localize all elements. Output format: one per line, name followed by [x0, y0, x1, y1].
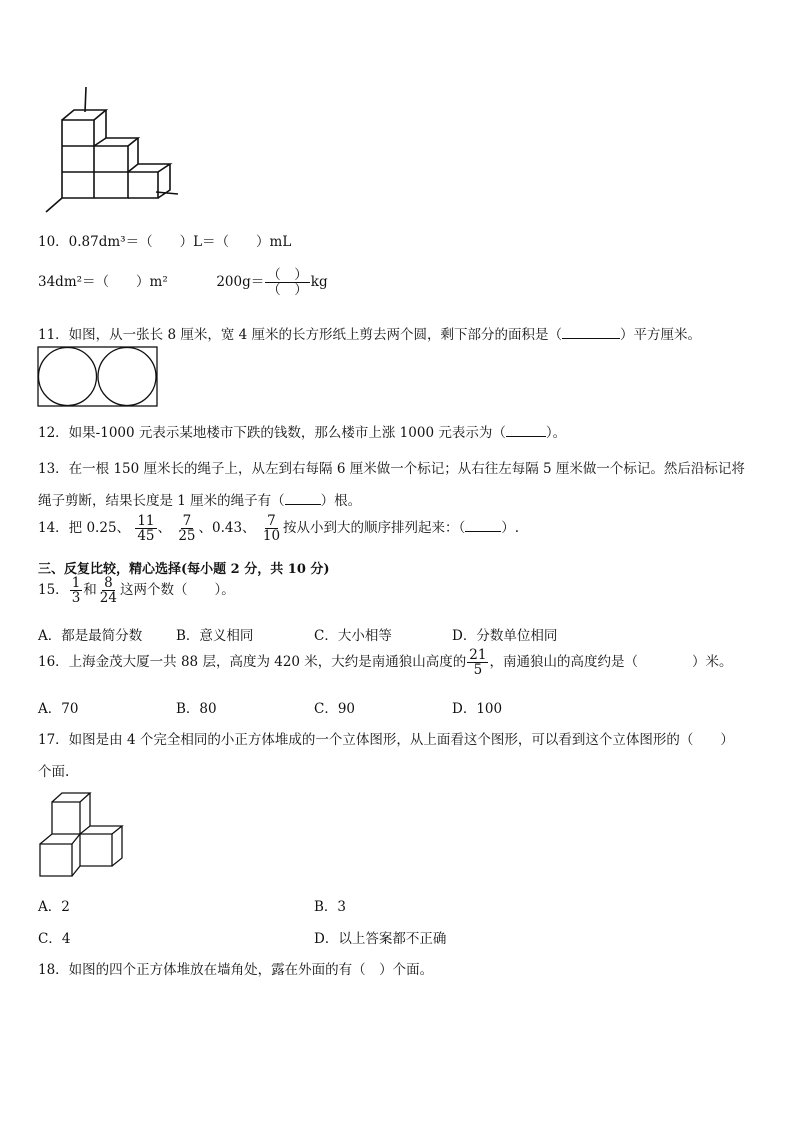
q14-prefix: 14．把 0.25、 — [38, 520, 131, 537]
q16-fraction — [467, 648, 488, 677]
q14-fraction-3 — [261, 514, 282, 543]
q14-f2-den: 25 — [178, 528, 196, 545]
q14-fraction-2 — [176, 514, 197, 543]
q15-option-c[interactable]: C．大小相等 — [314, 628, 392, 644]
q15-f1-den: 3 — [71, 590, 81, 607]
q15-f2-num: 8 — [104, 575, 113, 591]
q14-answer-blank[interactable] — [465, 519, 501, 532]
four-cubes-figure — [38, 792, 128, 878]
q17-line1: 17．如图是由 4 个完全相同的小正方体堆成的一个立体图形，从上面看这个图形，可以看到这个立体图形的（ ） — [38, 732, 734, 748]
q17-option-c[interactable]: C．4 — [38, 931, 71, 947]
q14-text — [38, 514, 519, 543]
q15-suffix: 这两个数（ ）。 — [119, 582, 235, 599]
q13-line2-after: ）根。 — [320, 493, 362, 509]
q12-text-after: ）。 — [545, 425, 567, 441]
q11-text-after: ）平方厘米。 — [620, 327, 702, 343]
q14-sep1: 、 — [157, 520, 172, 537]
q14-text-before: 按从小到大的顺序排列起来：（ — [283, 520, 466, 537]
q10-fraction — [265, 268, 310, 297]
q16-option-b[interactable]: B．80 — [176, 701, 217, 717]
q11-answer-blank[interactable] — [562, 326, 620, 339]
q16-prefix: 16．上海金茂大厦一共 88 层，高度为 420 米，大约是南通狼山高度的 — [38, 654, 467, 671]
q13-answer-blank[interactable] — [285, 492, 321, 505]
q10-line2 — [38, 268, 328, 297]
q15-option-a[interactable]: A．都是最简分数 — [38, 628, 143, 644]
q17-option-a[interactable]: A．2 — [38, 899, 70, 915]
section-3-title: 三、反复比较，精心选择(每小题 2 分，共 10 分) — [38, 562, 330, 577]
q15-text — [38, 576, 235, 605]
q15-prefix: 15． — [38, 582, 69, 599]
q16-option-d[interactable]: D．100 — [452, 701, 503, 717]
q10-frac-num: （ ） — [267, 267, 308, 283]
q15-mid: 和 — [83, 582, 97, 599]
q10-frac-den: （ ） — [267, 282, 308, 299]
q13-line1: 13．在一根 150 厘米长的绳子上，从左到右每隔 6 厘米做一个标记；从右往左每隔 5 厘米做一个标记。然后沿标记将 — [38, 461, 745, 477]
q11-text-before: 11．如图，从一张长 8 厘米，宽 4 厘米的长方形纸上剪去两个圆，剩下部分的面积是（ — [38, 327, 563, 343]
q14-f1-den: 45 — [137, 528, 155, 545]
q16-f-num: 21 — [469, 647, 487, 663]
q14-sep2: 、0.43、 — [198, 520, 256, 537]
q13-line2 — [38, 489, 361, 509]
q10-line2-left: 34dm²＝（ ）m² — [38, 274, 168, 291]
q16-option-c[interactable]: C．90 — [314, 701, 356, 717]
q14-f3-num: 7 — [267, 513, 276, 529]
q10-line1: 10．0.87dm³＝（ ）L＝（ ）mL — [38, 234, 292, 250]
q17-option-d[interactable]: D．以上答案都不正确 — [314, 931, 447, 947]
q15-fraction-1 — [70, 576, 83, 605]
q15-option-b[interactable]: B．意义相同 — [176, 628, 254, 644]
q13-line2-before: 绳子剪断，结果长度是 1 厘米的绳子有（ — [38, 493, 285, 509]
q15-f1-num: 1 — [71, 575, 81, 591]
q15-option-d[interactable]: D．分数单位相同 — [452, 628, 558, 644]
q16-option-a[interactable]: A．70 — [38, 701, 79, 717]
q17-line2: 个面. — [38, 764, 70, 780]
q14-text-after: ）. — [501, 520, 520, 537]
q18-text: 18．如图的四个正方体堆放在墙角处，露在外面的有（ ）个面。 — [38, 962, 434, 978]
q12-answer-blank[interactable] — [506, 424, 546, 437]
q11-text — [38, 323, 701, 343]
q14-f3-den: 10 — [262, 528, 281, 545]
q14-f1-num: 11 — [137, 513, 155, 529]
q10-line2-right: kg — [310, 274, 328, 291]
q14-fraction-1 — [135, 514, 156, 543]
cube-stack-corner-figure — [38, 82, 178, 222]
rectangle-two-circles-figure — [37, 346, 159, 408]
q14-f2-num: 7 — [182, 513, 192, 529]
q12-text-before: 12．如果-1000 元表示某地楼市下跌的钱数，那么楼市上涨 1000 元表示为（ — [38, 425, 506, 441]
q12-text — [38, 421, 566, 441]
q15-fraction-2 — [98, 576, 119, 605]
q17-option-b[interactable]: B．3 — [314, 899, 347, 915]
q16-suffix: ，南通狼山的高度约是（ ）米。 — [489, 654, 733, 671]
q16-f-den: 5 — [473, 662, 483, 679]
q15-f2-den: 24 — [99, 590, 117, 607]
q16-text — [38, 648, 732, 677]
q10-line2-mid: 200g＝ — [216, 274, 265, 291]
